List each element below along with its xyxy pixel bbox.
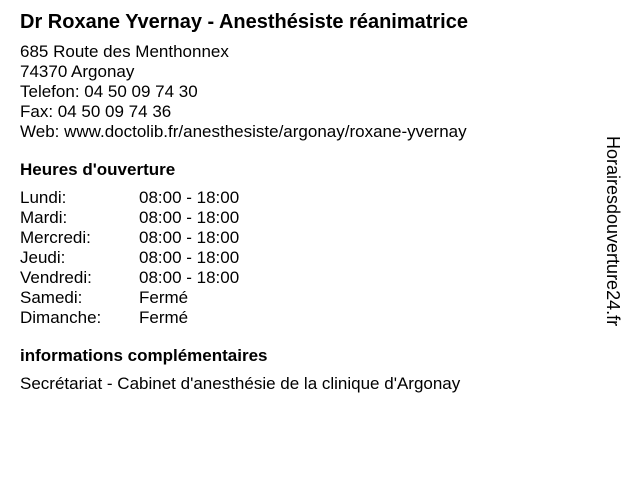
fax-line: Fax: 04 50 09 74 36 [20,102,172,121]
page-title: Dr Roxane Yvernay - Anesthésiste réanimatrice [20,11,468,33]
hours-time: Fermé [139,308,189,327]
hours-day: Mardi: [20,208,68,227]
hours-day: Jeudi: [20,248,66,267]
hours-time: Fermé [139,288,189,307]
web-line: Web: www.doctolib.fr/anesthesiste/argonay/roxane-yvernay [20,122,467,141]
hours-day: Dimanche: [20,308,102,327]
additional-info-heading: informations complémentaires [20,346,268,365]
hours-day: Vendredi: [20,268,92,287]
hours-time: 08:00 - 18:00 [139,268,240,287]
opening-hours-heading: Heures d'ouverture [20,160,176,179]
hours-day: Samedi: [20,288,83,307]
hours-row-wednesday [20,228,600,248]
hours-time: 08:00 - 18:00 [139,248,240,267]
phone-line: Telefon: 04 50 09 74 30 [20,82,198,101]
hours-row-thursday [20,248,600,268]
hours-row-sunday [20,308,600,328]
hours-time: 08:00 - 18:00 [139,188,240,207]
site-watermark: Horairesdouverture24.fr [603,136,623,327]
listing-card [20,10,600,394]
address-street: 685 Route des Menthonnex [20,42,229,61]
hours-row-tuesday [20,208,600,228]
address-city: 74370 Argonay [20,62,135,81]
hours-row-monday [20,188,600,208]
hours-time: 08:00 - 18:00 [139,228,240,247]
additional-info-text: Secrétariat - Cabinet d'anesthésie de la clinique d'Argonay [20,374,461,393]
hours-day: Mercredi: [20,228,91,247]
hours-day: Lundi: [20,188,67,207]
hours-row-friday [20,268,600,288]
hours-time: 08:00 - 18:00 [139,208,240,227]
hours-row-saturday [20,288,600,308]
